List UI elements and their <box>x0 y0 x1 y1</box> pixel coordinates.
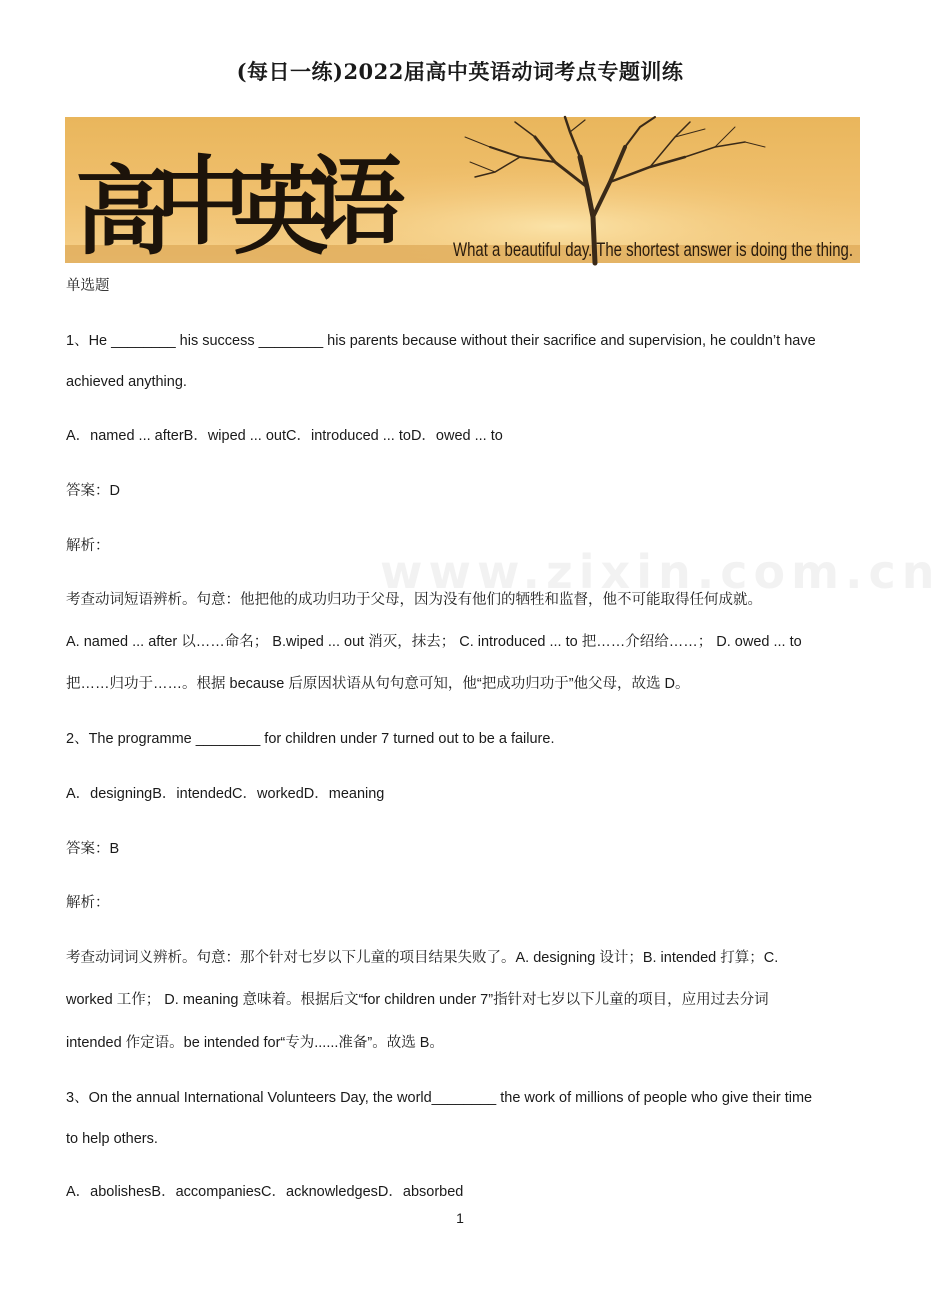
q2-stem: 2、The programme ________ for children under 7 turned out to be a failure. <box>66 731 555 747</box>
banner-slogan: What a beautiful day. The shortest answer is doing the thing. <box>453 239 853 261</box>
q3-stem-line1: 3、On the annual International Volunteers Day, the world________ the work of millions of people who give their time <box>66 1090 813 1106</box>
q2-analysis-label: 解析： <box>66 895 110 911</box>
watermark: www.zixin.com.cn <box>380 545 941 599</box>
q1-analysis-line2: A. named ... after 以……命名； B.wiped ... out 消灭，抹去； C. introduced ... to 把……介绍给……； D. owed ... to <box>66 634 802 650</box>
q3-options: A．abolishesB．accompaniesC．acknowledgesD．absorbed <box>66 1184 464 1200</box>
q2-analysis-line3: intended 作定语。be intended for“专为......准备”。故选 B。 <box>66 1035 444 1051</box>
q1-options: A．named ... afterB．wiped ... outC．introduced ... toD．owed ... to <box>66 428 503 444</box>
q1-analysis-line1: 考查动词短语辨析。句意：他把他的成功归功于父母，因为没有他们的牺牲和监督，他不可能取得任何成就。 <box>66 592 762 608</box>
q2-analysis-line2: worked 工作； D. meaning 意味着。根据后文“for children under 7”指针对七岁以下儿童的项目，应用过去分词 <box>66 992 769 1008</box>
q2-answer: 答案：B <box>66 841 120 857</box>
banner-char-2: 中 <box>155 145 251 258</box>
q2-options: A．designingB．intendedC．workedD．meaning <box>66 786 385 802</box>
banner-image <box>65 117 860 268</box>
banner-graphic <box>65 117 860 268</box>
section-label: 单选题 <box>66 278 110 294</box>
q1-stem-line1: 1、He ________ his success ________ his parents because without their sacrifice and supervision, he couldn’t have <box>66 333 816 349</box>
banner-char-1: 高 <box>75 155 171 268</box>
q2-analysis-line1: 考查动词词义辨析。句意：那个针对七岁以下儿童的项目结果失败了。A. designing 设计；B. intended 打算；C. <box>66 950 779 966</box>
q1-answer: 答案：D <box>66 483 120 499</box>
q1-analysis-label: 解析： <box>66 538 110 554</box>
document-title: (每日一练)2022届高中英语动词考点专题训练 <box>236 59 684 84</box>
banner-char-4: 语 <box>309 145 405 258</box>
q3-stem-line2: to help others. <box>66 1131 158 1147</box>
q1-stem-line2: achieved anything. <box>66 374 187 390</box>
page-number: 1 <box>456 1210 464 1226</box>
q1-analysis-line3: 把……归功于……。根据 because 后原因状语从句句意可知，他“把成功归功于”他父母，故选 D。 <box>66 676 690 692</box>
banner-char-3: 英 <box>233 155 329 268</box>
